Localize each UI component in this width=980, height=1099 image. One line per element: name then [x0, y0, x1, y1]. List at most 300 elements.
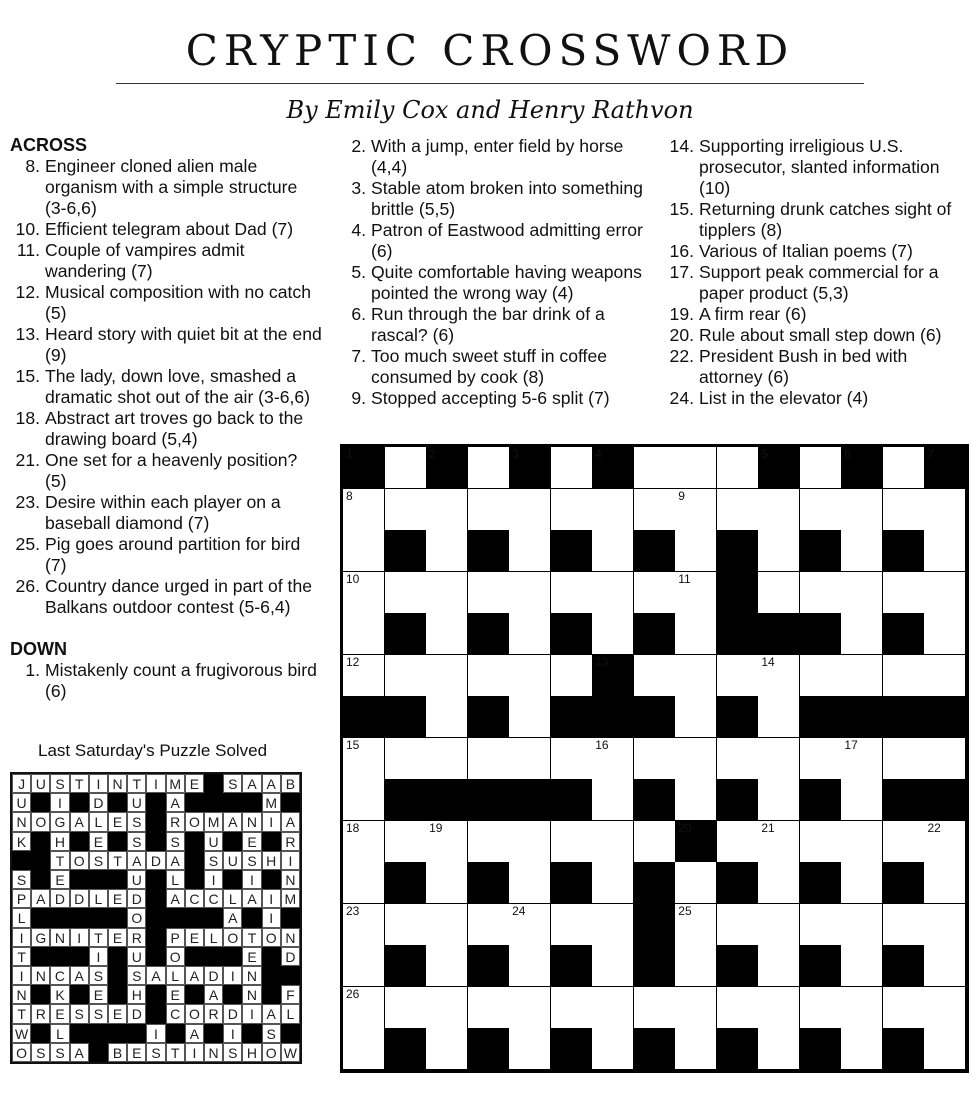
block-cell — [426, 779, 468, 821]
clue-number: 15. — [669, 199, 694, 219]
block-cell — [385, 945, 427, 987]
grid-cell[interactable] — [675, 572, 717, 614]
solved-block — [108, 947, 127, 966]
grid-cell[interactable] — [924, 987, 966, 1029]
grid-cell[interactable] — [924, 613, 966, 655]
grid-cell[interactable] — [841, 862, 883, 904]
grid-cell[interactable] — [675, 655, 717, 697]
cell-number: 22 — [927, 820, 941, 835]
grid-cell[interactable] — [675, 779, 717, 821]
cell-number: 14 — [761, 654, 775, 669]
clue-text: Patron of Eastwood admitting error (6) — [371, 220, 643, 261]
grid-cell[interactable] — [468, 489, 510, 531]
clue-number: 12. — [15, 282, 40, 302]
solved-letter: R — [166, 812, 185, 831]
solved-block — [146, 947, 165, 966]
block-cell — [841, 447, 883, 489]
grid-cell[interactable] — [634, 447, 676, 489]
grid-cell[interactable] — [841, 779, 883, 821]
solved-block — [242, 908, 261, 927]
cell-number: 20 — [678, 820, 692, 835]
block-cell — [634, 1028, 676, 1070]
grid-cell[interactable] — [551, 987, 593, 1029]
grid-cell[interactable] — [675, 862, 717, 904]
solved-letter: I — [12, 928, 31, 947]
grid-cell[interactable] — [426, 530, 468, 572]
grid-cell[interactable] — [924, 489, 966, 531]
solved-letter: G — [31, 928, 50, 947]
clue-number: 3. — [351, 178, 366, 198]
grid-cell[interactable] — [509, 987, 551, 1029]
grid-cell[interactable] — [592, 1028, 634, 1070]
grid-cell[interactable] — [924, 945, 966, 987]
grid-cell[interactable] — [841, 530, 883, 572]
solved-letter: T — [89, 928, 108, 947]
solved-letter: A — [185, 1024, 204, 1043]
solved-letter: A — [70, 812, 89, 831]
solved-block — [108, 870, 127, 889]
solved-letter: I — [50, 793, 69, 812]
block-cell — [385, 613, 427, 655]
grid-cell[interactable] — [592, 904, 634, 946]
solved-letter: T — [242, 928, 261, 947]
byline: By Emily Cox and Henry Rathvon — [286, 96, 694, 124]
grid-cell[interactable] — [841, 738, 883, 780]
block-cell — [385, 696, 427, 738]
grid-cell[interactable] — [592, 530, 634, 572]
grid-cell[interactable] — [551, 904, 593, 946]
across-header: ACROSS — [10, 135, 88, 155]
grid-cell[interactable] — [509, 489, 551, 531]
grid-cell[interactable] — [426, 821, 468, 863]
solved-block — [31, 793, 50, 812]
clue-item — [664, 346, 974, 388]
grid-cell[interactable] — [800, 655, 842, 697]
solved-letter: I — [262, 812, 281, 831]
grid-cell[interactable] — [883, 738, 925, 780]
solved-block — [185, 793, 204, 812]
solved-letter: E — [108, 928, 127, 947]
grid-cell[interactable] — [551, 821, 593, 863]
grid-cell[interactable] — [675, 489, 717, 531]
grid-cell[interactable] — [426, 696, 468, 738]
grid-cell[interactable] — [426, 655, 468, 697]
grid-cell[interactable] — [717, 904, 759, 946]
grid-cell[interactable] — [426, 987, 468, 1029]
grid-cell[interactable] — [592, 945, 634, 987]
block-cell — [551, 696, 593, 738]
grid-cell[interactable] — [592, 738, 634, 780]
cell-number: 19 — [429, 820, 443, 835]
solved-block — [262, 870, 281, 889]
grid-cell[interactable] — [717, 987, 759, 1029]
grid-cell[interactable] — [385, 655, 427, 697]
grid-cell[interactable] — [800, 821, 842, 863]
clue-item — [664, 136, 974, 199]
grid-cell[interactable] — [883, 987, 925, 1029]
clue-number: 17. — [669, 262, 694, 282]
block-cell — [675, 821, 717, 863]
grid-cell[interactable] — [758, 572, 800, 614]
solved-block — [108, 908, 127, 927]
solved-letter: R — [281, 832, 300, 851]
solved-letter: S — [204, 851, 223, 870]
solved-letter: A — [242, 889, 261, 908]
grid-cell[interactable] — [800, 987, 842, 1029]
grid-cell[interactable] — [841, 572, 883, 614]
grid-cell[interactable] — [717, 489, 759, 531]
solved-block — [281, 793, 300, 812]
solved-letter: E — [242, 832, 261, 851]
solved-letter: I — [146, 1024, 165, 1043]
grid-cell[interactable] — [800, 572, 842, 614]
grid-cell[interactable] — [675, 1028, 717, 1070]
solved-letter: D — [127, 889, 146, 908]
solved-letter: I — [89, 774, 108, 793]
grid-cell[interactable] — [385, 821, 427, 863]
clue-number: 23. — [15, 492, 40, 512]
grid-cell[interactable] — [426, 862, 468, 904]
grid-cell[interactable] — [675, 738, 717, 780]
grid-cell[interactable] — [343, 904, 385, 946]
grid-cell[interactable] — [883, 821, 925, 863]
block-cell — [468, 1028, 510, 1070]
clue-number: 2. — [351, 136, 366, 156]
cell-number: 11 — [678, 571, 691, 586]
grid-cell[interactable] — [675, 530, 717, 572]
grid-cell[interactable] — [343, 945, 385, 987]
grid-cell[interactable] — [634, 489, 676, 531]
solved-letter: N — [12, 985, 31, 1004]
grid-cell[interactable] — [758, 655, 800, 697]
grid-cell[interactable] — [841, 987, 883, 1029]
clue-text: Support peak commercial for a paper product (5,3) — [699, 262, 939, 303]
clue-number: 19. — [669, 304, 694, 324]
grid-cell[interactable] — [924, 821, 966, 863]
solved-letter: H — [262, 851, 281, 870]
grid-cell[interactable] — [800, 489, 842, 531]
grid-cell[interactable] — [634, 572, 676, 614]
solved-block — [223, 947, 242, 966]
grid-cell[interactable] — [883, 904, 925, 946]
grid-cell[interactable] — [634, 987, 676, 1029]
solved-block — [31, 985, 50, 1004]
block-cell — [551, 945, 593, 987]
grid-cell[interactable] — [509, 696, 551, 738]
solved-letter: S — [50, 774, 69, 793]
solved-letter: L — [89, 889, 108, 908]
grid-cell[interactable] — [385, 987, 427, 1029]
solved-letter: N — [281, 928, 300, 947]
grid-cell[interactable] — [592, 987, 634, 1029]
grid-cell[interactable] — [924, 738, 966, 780]
grid-cell[interactable] — [758, 987, 800, 1029]
solved-block — [242, 1024, 261, 1043]
block-cell — [883, 613, 925, 655]
solved-letter: O — [185, 1004, 204, 1023]
grid-cell[interactable] — [758, 1028, 800, 1070]
block-cell — [800, 1028, 842, 1070]
clue-number: 6. — [351, 304, 366, 324]
grid-cell[interactable] — [758, 821, 800, 863]
grid-cell[interactable] — [385, 572, 427, 614]
grid-cell[interactable] — [675, 987, 717, 1029]
solved-block — [204, 947, 223, 966]
solved-block — [281, 1024, 300, 1043]
grid-cell[interactable] — [883, 655, 925, 697]
solved-block — [281, 908, 300, 927]
grid-cell[interactable] — [343, 987, 385, 1029]
grid-cell[interactable] — [592, 779, 634, 821]
block-cell — [634, 862, 676, 904]
solved-letter: D — [50, 889, 69, 908]
grid-cell[interactable] — [634, 821, 676, 863]
grid-cell[interactable] — [343, 862, 385, 904]
clues-column-2 — [336, 136, 656, 409]
solved-block — [31, 832, 50, 851]
clue-text: Efficient telegram about Dad (7) — [45, 219, 294, 239]
grid-cell[interactable] — [717, 447, 759, 489]
cell-number: 8 — [346, 488, 353, 503]
grid-cell[interactable] — [841, 613, 883, 655]
block-cell — [634, 696, 676, 738]
block-cell — [385, 779, 427, 821]
grid-cell[interactable] — [551, 572, 593, 614]
block-cell — [551, 613, 593, 655]
grid-cell[interactable] — [592, 821, 634, 863]
solved-letter: I — [89, 947, 108, 966]
grid-cell[interactable] — [468, 738, 510, 780]
grid-cell[interactable] — [343, 530, 385, 572]
solved-block — [185, 851, 204, 870]
grid-cell[interactable] — [841, 904, 883, 946]
solved-letter: E — [108, 1004, 127, 1023]
grid-cell[interactable] — [551, 655, 593, 697]
grid-cell[interactable] — [758, 530, 800, 572]
grid-cell[interactable] — [675, 447, 717, 489]
grid-cell[interactable] — [924, 1028, 966, 1070]
grid-cell[interactable] — [426, 738, 468, 780]
grid-cell[interactable] — [426, 904, 468, 946]
solved-block — [262, 966, 281, 985]
grid-cell[interactable] — [924, 530, 966, 572]
grid-cell[interactable] — [551, 447, 593, 489]
solved-letter: A — [146, 966, 165, 985]
grid-cell[interactable] — [634, 655, 676, 697]
solved-letter: T — [70, 774, 89, 793]
grid-cell[interactable] — [883, 489, 925, 531]
grid-cell[interactable] — [800, 738, 842, 780]
solved-block — [146, 832, 165, 851]
grid-cell[interactable] — [509, 821, 551, 863]
grid-cell[interactable] — [426, 613, 468, 655]
grid-cell[interactable] — [758, 696, 800, 738]
clues-column-1 — [10, 135, 322, 702]
grid-cell[interactable] — [509, 572, 551, 614]
block-cell — [468, 862, 510, 904]
solved-block — [185, 870, 204, 889]
grid-cell[interactable] — [758, 779, 800, 821]
block-cell — [717, 945, 759, 987]
grid-cell[interactable] — [592, 572, 634, 614]
grid-cell[interactable] — [468, 987, 510, 1029]
clue-text: Too much sweet stuff in coffee consumed by cook (8) — [371, 346, 608, 387]
solved-block — [70, 832, 89, 851]
clue-number: 9. — [351, 388, 366, 408]
clue-item — [336, 304, 656, 346]
solved-letter: A — [31, 889, 50, 908]
grid-cell[interactable] — [924, 655, 966, 697]
grid-cell[interactable] — [343, 821, 385, 863]
solved-letter: A — [70, 1043, 89, 1062]
grid-cell[interactable] — [551, 489, 593, 531]
grid-cell[interactable] — [758, 738, 800, 780]
grid-cell[interactable] — [468, 821, 510, 863]
clue-text: Stable atom broken into something brittle (5,5) — [371, 178, 643, 219]
solved-block — [166, 908, 185, 927]
grid-cell[interactable] — [509, 613, 551, 655]
solved-block — [70, 1024, 89, 1043]
clue-number: 13. — [15, 324, 40, 344]
solved-letter: U — [12, 793, 31, 812]
grid-cell[interactable] — [841, 489, 883, 531]
grid-cell[interactable] — [343, 779, 385, 821]
cell-number: 5 — [761, 447, 769, 461]
grid-cell[interactable] — [592, 862, 634, 904]
solved-block — [31, 870, 50, 889]
grid-cell[interactable] — [675, 904, 717, 946]
block-cell — [509, 447, 551, 489]
grid-cell[interactable] — [717, 738, 759, 780]
solved-letter: I — [70, 928, 89, 947]
block-cell — [800, 696, 842, 738]
block-cell — [385, 530, 427, 572]
solved-letter: S — [262, 1024, 281, 1043]
grid-cell[interactable] — [675, 613, 717, 655]
solved-letter: A — [281, 812, 300, 831]
grid-cell[interactable] — [717, 821, 759, 863]
solved-letter: D — [281, 947, 300, 966]
grid-cell[interactable] — [800, 904, 842, 946]
grid-cell[interactable] — [675, 696, 717, 738]
solved-letter: G — [50, 812, 69, 831]
solved-letter: H — [50, 832, 69, 851]
solved-letter: U — [127, 947, 146, 966]
grid-cell[interactable] — [592, 613, 634, 655]
solved-letter: U — [204, 832, 223, 851]
grid-cell[interactable] — [426, 572, 468, 614]
grid-cell[interactable] — [509, 655, 551, 697]
clue-item — [336, 220, 656, 262]
grid-cell[interactable] — [343, 613, 385, 655]
grid-cell[interactable] — [509, 904, 551, 946]
grid-cell[interactable] — [800, 447, 842, 489]
solved-block — [50, 908, 69, 927]
clue-number: 18. — [15, 408, 40, 428]
grid-cell[interactable] — [841, 655, 883, 697]
clue-number: 5. — [351, 262, 366, 282]
clue-item — [336, 388, 656, 409]
clue-text: A firm rear (6) — [699, 304, 807, 324]
grid-cell[interactable] — [385, 489, 427, 531]
solved-letter: T — [12, 947, 31, 966]
grid-cell[interactable] — [717, 655, 759, 697]
grid-cell[interactable] — [758, 945, 800, 987]
grid-cell[interactable] — [468, 655, 510, 697]
grid-cell[interactable] — [426, 489, 468, 531]
solved-letter: I — [223, 966, 242, 985]
grid-cell[interactable] — [343, 655, 385, 697]
grid-cell[interactable] — [468, 572, 510, 614]
solved-block — [262, 947, 281, 966]
grid-cell[interactable] — [509, 862, 551, 904]
grid-cell[interactable] — [468, 447, 510, 489]
block-cell — [758, 447, 800, 489]
cell-number: 25 — [678, 903, 692, 918]
clue-number: 1. — [25, 660, 40, 680]
grid-cell[interactable] — [385, 904, 427, 946]
grid-cell[interactable] — [385, 738, 427, 780]
solved-letter: N — [50, 928, 69, 947]
clue-item — [664, 241, 974, 262]
solved-block — [146, 870, 165, 889]
clues-column-3 — [664, 136, 974, 409]
solved-letter: M — [281, 889, 300, 908]
clue-number: 11. — [16, 240, 40, 260]
down-clue-list — [10, 660, 322, 702]
grid-cell[interactable] — [385, 447, 427, 489]
grid-cell[interactable] — [343, 1028, 385, 1070]
grid-cell[interactable] — [509, 945, 551, 987]
grid-cell[interactable] — [634, 738, 676, 780]
grid-cell[interactable] — [426, 1028, 468, 1070]
solved-letter: M — [262, 793, 281, 812]
grid-cell[interactable] — [758, 904, 800, 946]
grid-cell[interactable] — [924, 862, 966, 904]
solved-letter: A — [204, 985, 223, 1004]
grid-cell[interactable] — [924, 572, 966, 614]
grid-cell[interactable] — [426, 945, 468, 987]
grid-cell[interactable] — [841, 945, 883, 987]
solved-letter: C — [166, 1004, 185, 1023]
grid-cell[interactable] — [924, 904, 966, 946]
grid-cell[interactable] — [551, 738, 593, 780]
grid-cell[interactable] — [509, 738, 551, 780]
solved-block — [89, 1024, 108, 1043]
grid-cell[interactable] — [883, 572, 925, 614]
clue-item — [10, 492, 322, 534]
cell-number: 12 — [346, 654, 360, 669]
grid-cell[interactable] — [509, 530, 551, 572]
grid-cell[interactable] — [509, 1028, 551, 1070]
clue-text: Pig goes around partition for bird (7) — [45, 534, 301, 575]
solved-block — [108, 1024, 127, 1043]
solved-letter: I — [223, 1024, 242, 1043]
grid-cell[interactable] — [758, 489, 800, 531]
grid-cell[interactable] — [343, 572, 385, 614]
grid-cell[interactable] — [841, 1028, 883, 1070]
grid-cell[interactable] — [343, 489, 385, 531]
grid-cell[interactable] — [675, 945, 717, 987]
grid-cell[interactable] — [343, 738, 385, 780]
grid-cell[interactable] — [841, 821, 883, 863]
grid-cell[interactable] — [592, 489, 634, 531]
solved-block — [223, 793, 242, 812]
grid-cell[interactable] — [468, 904, 510, 946]
clue-item — [10, 366, 322, 408]
grid-cell[interactable] — [758, 862, 800, 904]
grid-cell[interactable] — [883, 447, 925, 489]
